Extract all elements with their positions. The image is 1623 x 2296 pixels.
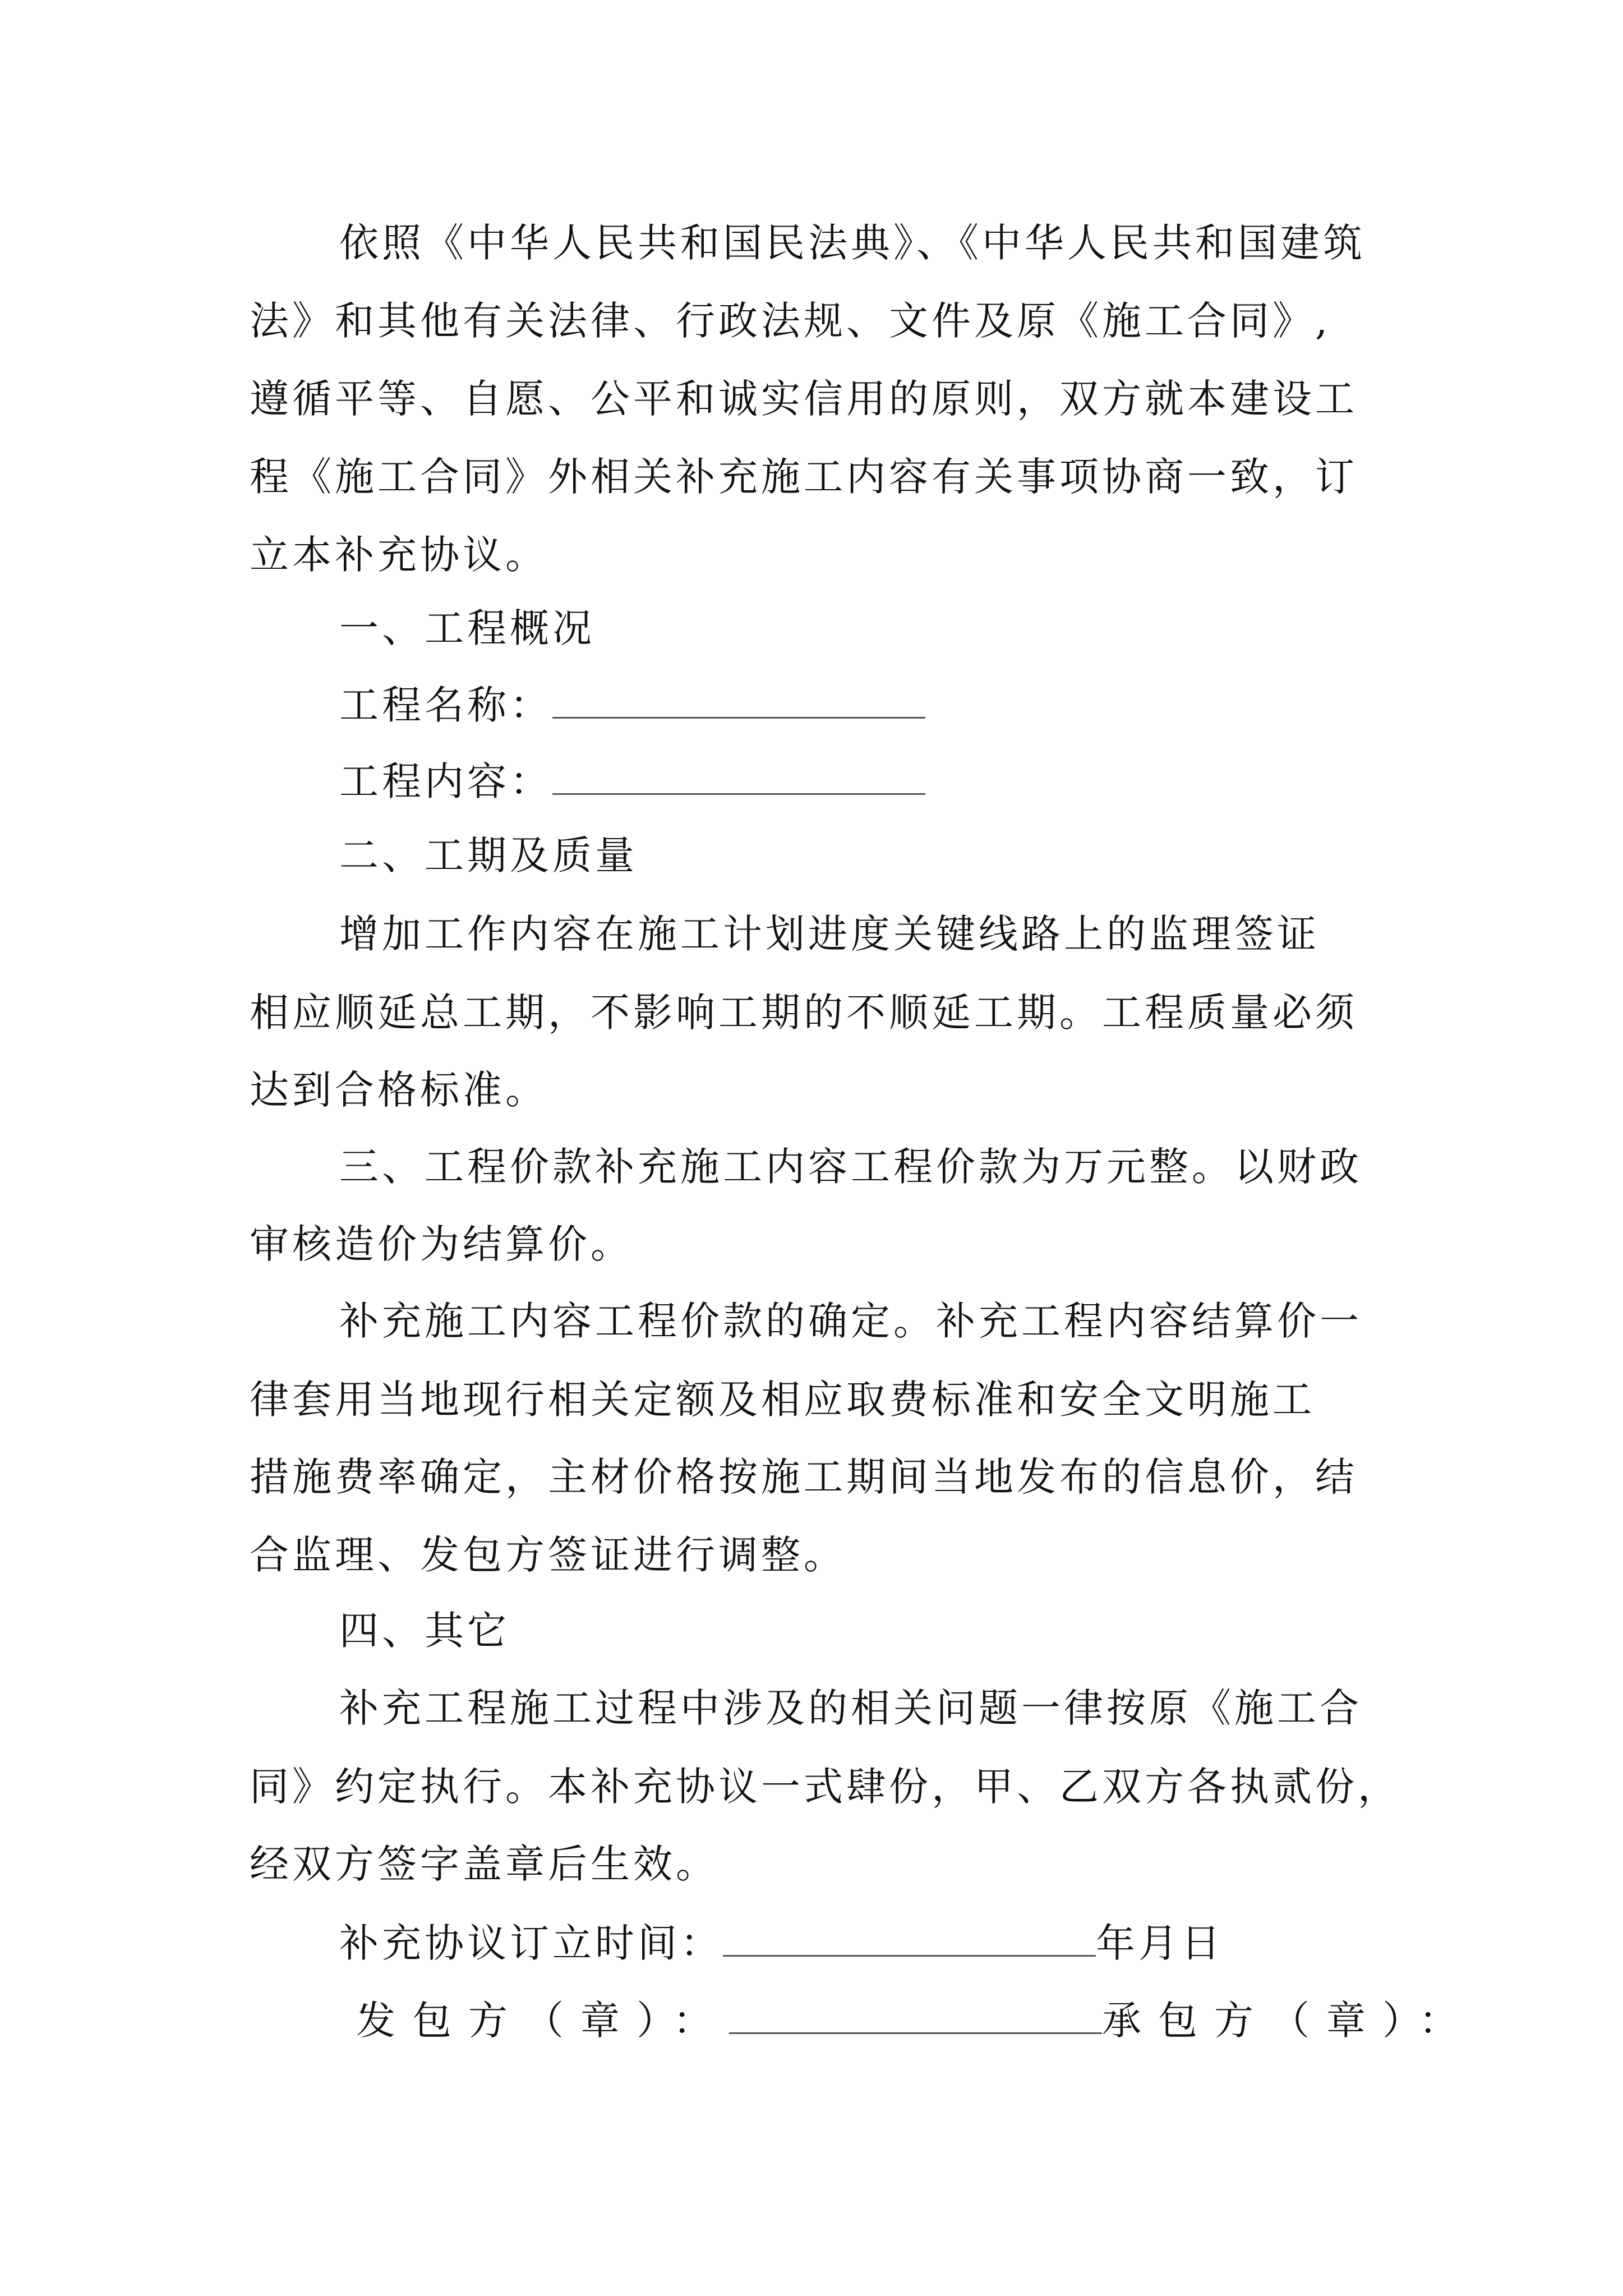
signing-date-suffix: 年月日 <box>1096 1920 1224 1966</box>
section2-heading: 二、工期及质量 <box>339 832 638 878</box>
employer-label: 发包方（章）： <box>356 1998 729 2044</box>
employer-signature-field[interactable] <box>729 1999 1102 2034</box>
project-content-label: 工程内容： <box>339 758 552 804</box>
para1-line-5: 立本补充协议。 <box>250 532 548 578</box>
para2-line-2: 相应顺延总工期，不影响工期的不顺延工期。工程质量必须 <box>250 990 1358 1036</box>
para1-line-2: 法》和其他有关法律、行政法规、文件及原《施工合同》, <box>250 298 1331 344</box>
para5-line-2: 同》约定执行。本补充协议一式肆份，甲、乙双方各执贰份， <box>250 1764 1400 1810</box>
para2-line-1: 增加工作内容在施工计划进度关键线路上的监理签证 <box>339 911 1320 957</box>
para4-line-1: 补充施工内容工程价款的确定。补充工程内容结算价一 <box>339 1298 1362 1344</box>
para1-line-1: 依照《中华人民共和国民法典》、《中华人民共和国建筑 <box>339 220 1366 266</box>
para3-line-2: 审核造价为结算价。 <box>250 1221 633 1267</box>
para3-line-1: 三、工程价款补充施工内容工程价款为万元整。以财政 <box>339 1144 1362 1190</box>
para2-line-3: 达到合格标准。 <box>250 1067 548 1113</box>
project-content-row <box>339 758 925 804</box>
para5-line-1: 补充工程施工过程中涉及的相关问题一律按原《施工合 <box>339 1685 1362 1731</box>
project-name-label: 工程名称： <box>339 682 552 728</box>
para4-line-2: 律套用当地现行相关定额及相应取费标准和安全文明施工 <box>250 1377 1315 1423</box>
section4-heading: 四、其它 <box>339 1608 510 1654</box>
project-name-row <box>339 682 925 728</box>
para4-line-4: 合监理、发包方签证进行调整。 <box>250 1532 846 1578</box>
para1-line-4: 程《施工合同》外相关补充施工内容有关事项协商一致，订 <box>250 454 1358 500</box>
project-name-field[interactable] <box>552 683 925 719</box>
project-content-field[interactable] <box>552 760 925 795</box>
signing-date-row <box>339 1920 1224 1966</box>
para4-line-3: 措施费率确定，主材价格按施工期间当地发布的信息价，结 <box>250 1454 1358 1500</box>
para1-line-3: 遵循平等、自愿、公平和诚实信用的原则，双方就本建设工 <box>250 376 1358 422</box>
signing-date-field[interactable] <box>723 1921 1096 1957</box>
section1-heading: 一、工程概况 <box>339 605 595 651</box>
signing-date-label: 补充协议订立时间： <box>339 1920 723 1966</box>
signature-row <box>356 1998 1475 2044</box>
para5-line-3: 经双方签字盖章后生效。 <box>250 1841 718 1887</box>
contractor-label: 承包方（章）： <box>1102 1998 1475 2044</box>
